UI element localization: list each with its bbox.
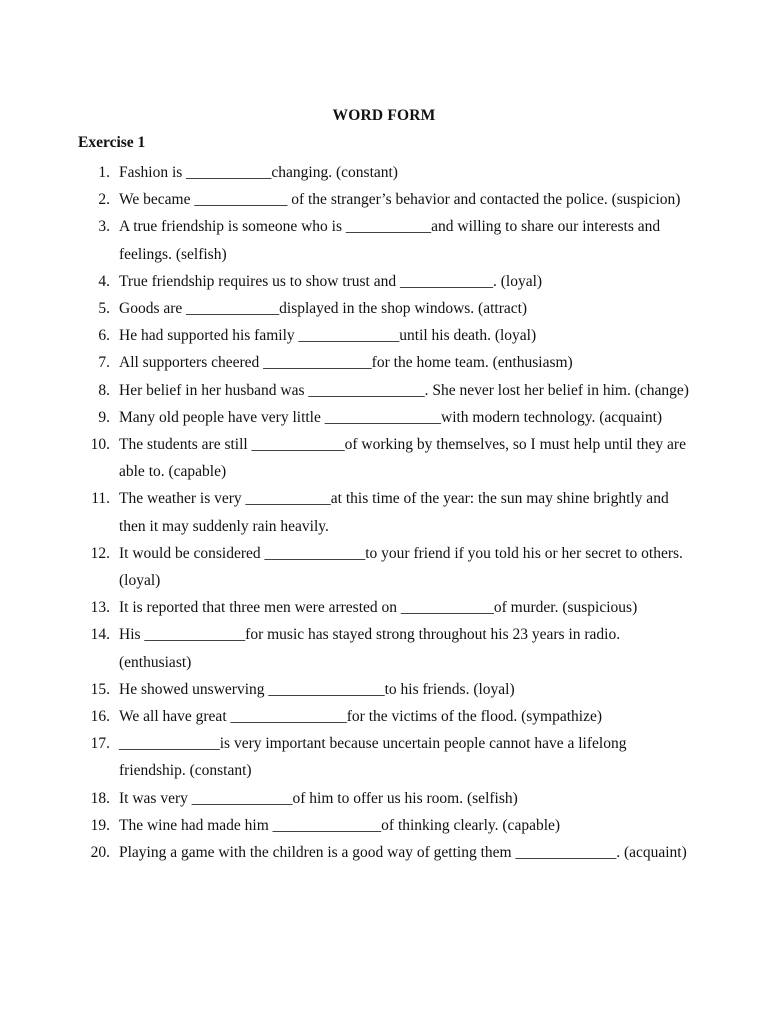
question-number: 1. — [98, 164, 110, 181]
question-number: 7. — [98, 354, 110, 372]
question-item — [0, 213, 768, 267]
question-item — [0, 540, 768, 594]
question-text: The students are still ____________of working by themselves, so I must help until they are able to. (capable) — [119, 436, 686, 481]
question-number: 9. — [98, 408, 110, 426]
document-title: WORD FORM — [332, 107, 436, 124]
question-item — [0, 785, 768, 812]
question-list — [0, 159, 768, 866]
question-item — [0, 349, 768, 376]
question-text: Goods are ____________displayed in the shop windows. (attract) — [119, 300, 528, 318]
question-number: 13. — [90, 599, 110, 617]
question-text: He showed unswerving _______________to his friends. (loyal) — [119, 680, 515, 698]
question-item — [0, 621, 768, 675]
question-number: 14. — [90, 626, 110, 644]
question-text: It would be considered _____________to your friend if you told his or her secret to others. (loyal) — [119, 544, 683, 590]
question-item — [0, 268, 768, 295]
question-number: 11. — [91, 490, 110, 508]
question-number: 8. — [98, 381, 110, 399]
question-number: 12. — [90, 544, 110, 562]
question-text: True friendship requires us to show trust and ____________. (loyal) — [119, 272, 543, 290]
question-item — [0, 730, 768, 784]
question-item — [0, 322, 768, 349]
question-item — [0, 159, 768, 186]
question-text: Her belief in her husband was _______________. She never lost her belief in him. (change) — [119, 381, 689, 399]
question-number: 3. — [98, 218, 110, 236]
question-number: 19. — [90, 816, 110, 834]
question-text: The weather is very ___________at this time of the year: the sun may shine brightly and then it may suddenly rain heavily. — [119, 490, 669, 535]
question-item — [0, 703, 768, 730]
question-number: 15. — [90, 680, 110, 698]
question-item — [0, 594, 768, 621]
question-item — [0, 295, 768, 322]
exercise-heading: Exercise 1 — [78, 134, 146, 151]
question-text: We all have great _______________for the victims of the flood. (sympathize) — [119, 708, 602, 726]
question-number: 4. — [98, 272, 110, 290]
question-number: 16. — [90, 708, 110, 726]
question-number: 6. — [98, 327, 110, 345]
question-number: 20. — [90, 844, 110, 862]
question-number: 17. — [90, 735, 110, 753]
question-text: It was very _____________of him to offer us his room. (selfish) — [119, 789, 518, 807]
question-number: 10. — [90, 436, 110, 454]
question-text: Playing a game with the children is a good way of getting them _____________. (acquaint) — [119, 844, 687, 862]
question-text: The wine had made him ______________of thinking clearly. (capable) — [119, 816, 561, 834]
question-text: We became ____________ of the stranger’s behavior and contacted the police. (suspicion) — [119, 191, 681, 209]
question-number: 18. — [90, 789, 110, 807]
question-text: All supporters cheered ______________for the home team. (enthusiasm) — [119, 354, 573, 372]
question-text: It is reported that three men were arrested on ____________of murder. (suspicious) — [119, 599, 638, 617]
question-item — [0, 839, 768, 866]
question-item — [0, 377, 768, 404]
question-text: He had supported his family _____________until his death. (loyal) — [119, 327, 537, 345]
question-item — [0, 404, 768, 431]
question-text: His _____________for music has stayed strong throughout his 23 years in radio. (enthusiast) — [119, 626, 621, 671]
question-text: _____________is very important because uncertain people cannot have a lifelong friendship. (constant) — [119, 735, 627, 780]
question-item — [0, 431, 768, 485]
question-text: A true friendship is someone who is ___________and willing to share our interests and feelings. (selfish) — [119, 218, 661, 263]
question-item — [0, 485, 768, 539]
question-item — [0, 676, 768, 703]
question-item — [0, 812, 768, 839]
question-number: 2. — [98, 191, 110, 209]
question-text: Fashion is ___________changing. (constant) — [119, 164, 398, 181]
question-text: Many old people have very little _______________with modern technology. (acquaint) — [119, 408, 663, 426]
question-number: 5. — [98, 300, 110, 318]
question-item — [0, 186, 768, 213]
